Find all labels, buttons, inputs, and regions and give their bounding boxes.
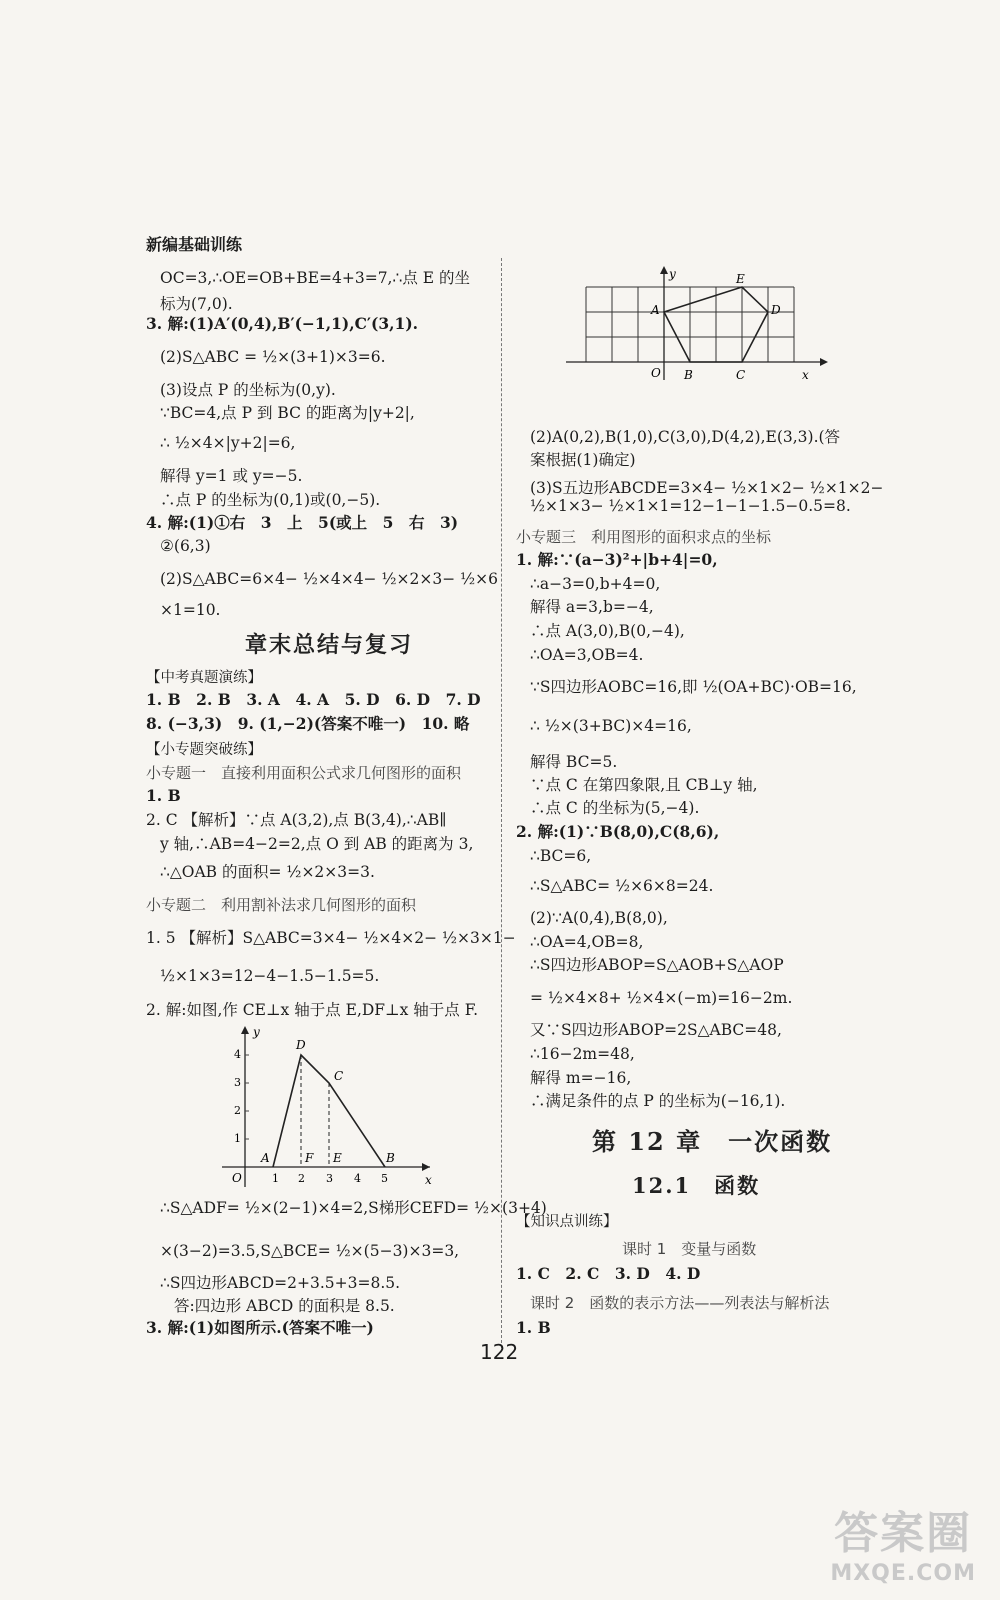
point-label-d: D — [296, 1038, 306, 1052]
watermark-text: 答案圈 — [834, 1508, 973, 1559]
text-line: = ½×4×8+ ½×4×(−m)=16−2m. — [530, 989, 793, 1007]
text-line: ×(3−2)=3.5,S△BCE= ½×(5−3)×3=3, — [160, 1242, 460, 1260]
text-line: 又∵S四边形ABOP=2S△ABC=48, — [530, 1021, 782, 1039]
text-line: 解得 a=3,b=−4, — [530, 598, 654, 616]
point-labels — [260, 1038, 395, 1165]
lesson-heading: 课时 2 函数的表示方法——列表法与解析法 — [530, 1294, 830, 1312]
y-axis-label: y — [669, 267, 676, 281]
origin-label: O — [232, 1171, 242, 1185]
text-line: ∴点 P 的坐标为(0,1)或(0,−5). — [160, 491, 381, 509]
text-line: ∴点 A(3,0),B(0,−4), — [530, 622, 685, 640]
text-line: 2. C 【解析】∵点 A(3,2),点 B(3,4),∴AB∥ — [146, 811, 447, 829]
x-tick: 5 — [381, 1172, 388, 1185]
text-line: 3. 解:(1)A′(0,4),B′(−1,1),C′(3,1). — [146, 314, 419, 333]
text-line: ∴OA=3,OB=4. — [530, 646, 644, 664]
text-line: ∴OA=4,OB=8, — [530, 933, 644, 951]
x-axis-label: x — [802, 368, 809, 382]
exam-answers: 8. (−3,3) 9. (1,−2)(答案不唯一) 10. 略 — [146, 714, 470, 733]
text-line: (2)S△ABC=6×4− ½×4×4− ½×2×3− ½×6 — [160, 570, 498, 588]
x-ticks — [272, 1172, 388, 1185]
text-line: 2. 解:如图,作 CE⊥x 轴于点 E,DF⊥x 轴于点 F. — [146, 1001, 479, 1019]
text-line: 答:四边形 ABCD 的面积是 8.5. — [174, 1297, 395, 1315]
text-line: OC=3,∴OE=OB+BE=4+3=7,∴点 E 的坐 — [160, 269, 471, 287]
topic-heading: 小专题一 直接利用面积公式求几何图形的面积 — [146, 764, 462, 782]
point-label-a: A — [261, 1151, 270, 1165]
text-line: ∴S△ADF= ½×(2−1)×4=2,S梯形CEFD= ½×(3+4) — [160, 1199, 547, 1217]
text-line: (2)S△ABC = ½×(3+1)×3=6. — [160, 348, 386, 366]
text-line: 1. 5 【解析】S△ABC=3×4− ½×4×2− ½×3×1− — [146, 929, 516, 947]
text-line: ∴BC=6, — [530, 847, 592, 865]
text-line: ∴ ½×4×|y+2|=6, — [160, 434, 296, 452]
point-label-a: A — [651, 303, 660, 317]
text-line: ∴S四边形ABCD=2+3.5+3=8.5. — [160, 1274, 401, 1292]
x-tick: 3 — [326, 1172, 333, 1185]
chapter-12-title: 第 12 章 一次函数 — [592, 1127, 833, 1156]
origin-label: O — [651, 366, 661, 380]
text-line: ②(6,3) — [160, 537, 211, 555]
text-line: ∵BC=4,点 P 到 BC 的距离为|y+2|, — [160, 404, 415, 422]
y-tick: 3 — [234, 1076, 241, 1089]
y-axis-arrow — [660, 266, 668, 274]
chapter-summary-title: 章末总结与复习 — [245, 632, 414, 658]
text-line: 3. 解:(1)如图所示.(答案不唯一) — [146, 1318, 374, 1337]
x-tick: 2 — [298, 1172, 305, 1185]
text-line: ∴S△ABC= ½×6×8=24. — [530, 877, 714, 895]
text-line: y 轴,∴AB=4−2=2,点 O 到 AB 的距离为 3, — [160, 835, 474, 853]
point-label-e: E — [736, 272, 745, 286]
y-tick: 2 — [234, 1104, 241, 1117]
text-line: ×1=10. — [160, 601, 221, 619]
y-tick: 4 — [234, 1048, 241, 1061]
text-line: (3)S五边形ABCDE=3×4− ½×1×2− ½×1×2− — [530, 479, 884, 497]
point-label-b: B — [386, 1151, 395, 1165]
text-line: 1. B — [146, 786, 181, 805]
text-line: 1. 解:∵(a−3)²+|b+4|=0, — [516, 550, 718, 569]
x-axis-label: x — [425, 1173, 432, 1187]
topic-heading: 小专题二 利用割补法求几何图形的面积 — [146, 896, 417, 914]
y-axis-label: y — [253, 1025, 260, 1039]
grid-lines — [586, 287, 794, 362]
book-title: 新编基础训练 — [146, 235, 243, 254]
text-line: 解得 y=1 或 y=−5. — [160, 467, 303, 485]
section-bracket-exam: 【中考真题演练】 — [146, 670, 262, 686]
y-axis-arrow — [241, 1026, 249, 1034]
column-divider — [501, 258, 502, 1348]
text-line: ∴△OAB 的面积= ½×2×3=3. — [160, 863, 375, 881]
y-ticks — [234, 1048, 241, 1145]
lesson2-answers: 1. B — [516, 1318, 551, 1337]
text-line: ∵点 C 在第四象限,且 CB⊥y 轴, — [530, 776, 758, 794]
x-tick: 1 — [272, 1172, 279, 1185]
text-line: 解得 m=−16, — [530, 1069, 632, 1087]
section-bracket-knowledge: 【知识点训练】 — [516, 1214, 618, 1230]
text-line: 标为(7,0). — [160, 295, 233, 313]
y-tick: 1 — [234, 1132, 241, 1145]
text-line: (3)设点 P 的坐标为(0,y). — [160, 381, 336, 399]
point-label-b: B — [684, 368, 693, 382]
text-line: 解得 BC=5. — [530, 753, 618, 771]
text-line: (2)A(0,2),B(1,0),C(3,0),D(4,2),E(3,3).(答 — [530, 428, 841, 446]
text-line: ∵S四边形AOBC=16,即 ½(OA+BC)·OB=16, — [530, 678, 857, 696]
lesson-heading: 课时 1 变量与函数 — [622, 1240, 757, 1258]
text-line: ∴16−2m=48, — [530, 1045, 635, 1063]
x-tick: 4 — [354, 1172, 361, 1185]
point-label-e: E — [333, 1151, 342, 1165]
text-line: 案根据(1)确定) — [530, 451, 636, 469]
watermark-logo — [830, 1497, 976, 1586]
text-line: (2)∵A(0,4),B(8,0), — [530, 909, 668, 927]
text-line: 2. 解:(1)∵B(8,0),C(8,6), — [516, 822, 720, 841]
exam-answers: 1. B 2. B 3. A 4. A 5. D 6. D 7. D — [146, 690, 481, 709]
section-title: 12.1 函数 — [632, 1173, 761, 1198]
text-line: ½×1×3=12−4−1.5−1.5=5. — [160, 967, 380, 985]
page-number: 122 — [480, 1340, 519, 1364]
pentagon-grid-graph — [556, 262, 836, 412]
topic-heading: 小专题三 利用图形的面积求点的坐标 — [516, 528, 772, 546]
text-line: ∴满足条件的点 P 的坐标为(−16,1). — [530, 1092, 786, 1110]
x-axis-arrow — [820, 358, 828, 366]
text-line: ∴a−3=0,b+4=0, — [530, 575, 661, 593]
x-axis-arrow — [422, 1163, 430, 1171]
text-line: ∴ ½×(3+BC)×4=16, — [530, 717, 692, 735]
text-line: ∴S四边形ABOP=S△AOB+S△AOP — [530, 956, 784, 974]
quadrilateral-graph — [200, 1022, 440, 1192]
section-bracket-topics: 【小专题突破练】 — [146, 742, 262, 758]
text-line: ∴点 C 的坐标为(5,−4). — [530, 799, 700, 817]
point-label-c: C — [736, 368, 746, 382]
lesson1-answers: 1. C 2. C 3. D 4. D — [516, 1264, 701, 1283]
point-label-c: C — [334, 1069, 344, 1083]
point-label-d: D — [771, 303, 781, 317]
point-label-f: F — [305, 1151, 314, 1165]
watermark-url: MXQE.COM — [830, 1561, 976, 1586]
text-line: 4. 解:(1)①右 3 上 5(或上 5 右 3) — [146, 513, 459, 532]
text-line: ½×1×3− ½×1×1=12−1−1−1.5−0.5=8. — [530, 497, 851, 515]
